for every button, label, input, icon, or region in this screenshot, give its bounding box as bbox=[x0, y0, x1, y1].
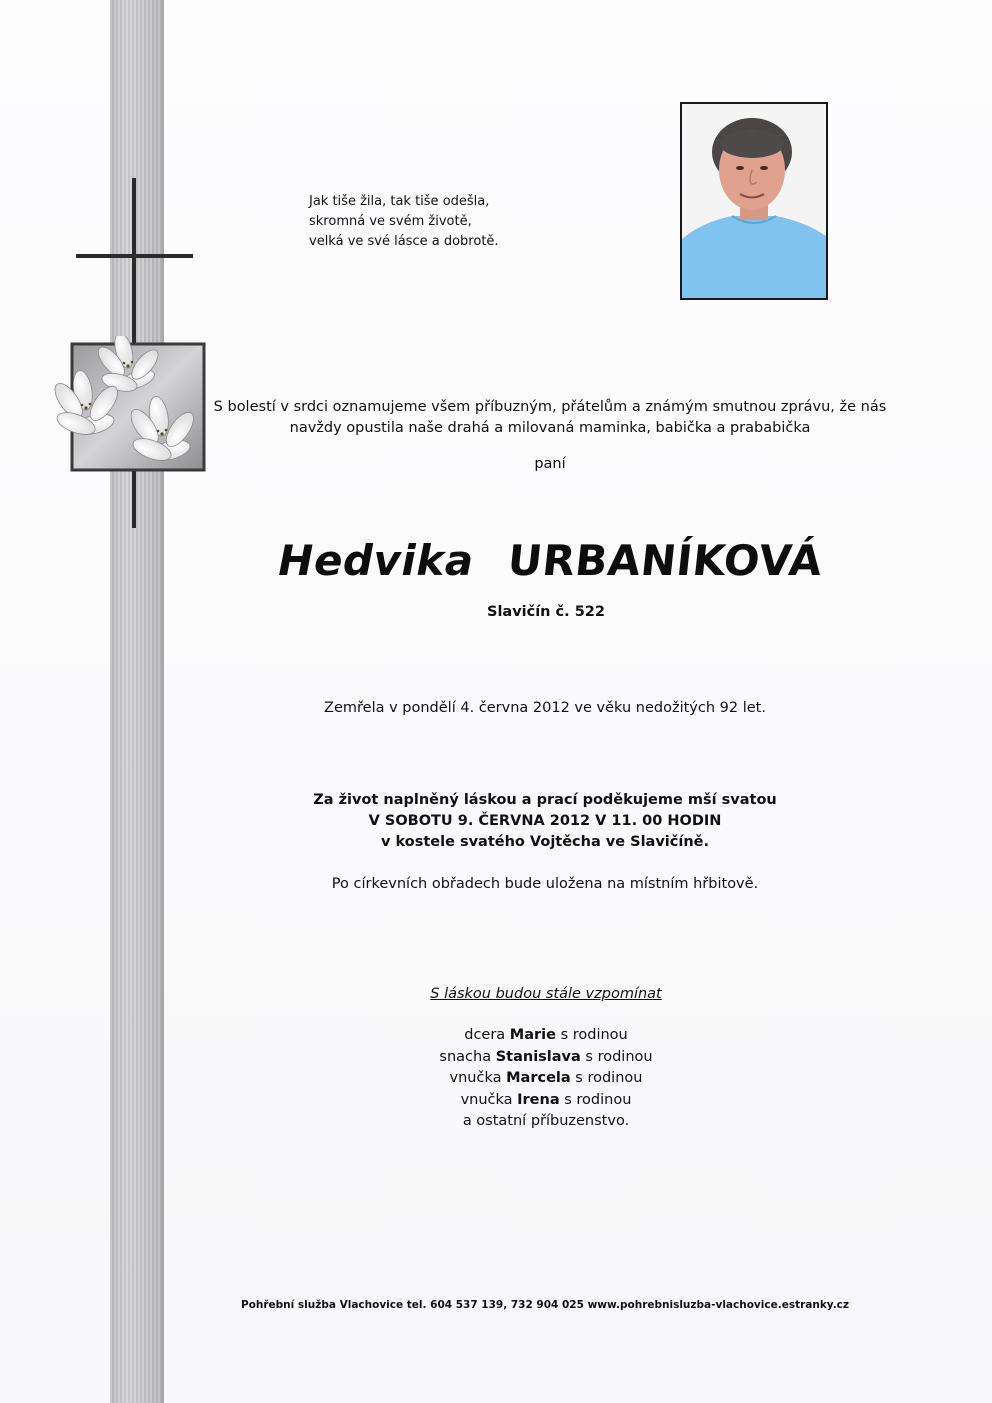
family-member-name: Marie bbox=[509, 1027, 556, 1043]
mass-info bbox=[230, 790, 860, 853]
poem-line: velká ve své lásce a dobrotě. bbox=[309, 234, 499, 249]
family-relation: vnučka bbox=[449, 1070, 502, 1086]
deceased-first-name: Hedvika bbox=[278, 536, 474, 585]
poem-line: skromná ve svém životě, bbox=[309, 214, 472, 229]
family-suffix: s rodinou bbox=[575, 1070, 643, 1086]
family-closing: a ostatní příbuzenstvo. bbox=[462, 1113, 630, 1129]
family-suffix: s rodinou bbox=[564, 1091, 632, 1108]
family-member-name: Irena bbox=[517, 1091, 560, 1108]
family-suffix: s rodinou bbox=[560, 1027, 628, 1043]
family-relation: snacha bbox=[439, 1048, 492, 1065]
deceased-name bbox=[200, 536, 900, 585]
cross-horizontal-bar bbox=[76, 254, 193, 258]
announcement-line: S bolestí v srdci oznamujeme všem příbuzným, přátelům a známým smutnou zprávu, že nás bbox=[213, 399, 887, 415]
family-member bbox=[386, 1090, 706, 1112]
portrait-illustration bbox=[682, 104, 826, 298]
portrait-photo bbox=[680, 102, 828, 300]
family-relation: vnučka bbox=[460, 1091, 513, 1108]
announcement-line: navždy opustila naše drahá a milovaná maminka, babička a prababička bbox=[289, 420, 811, 436]
deceased-last-name: URBANÍKOVÁ bbox=[504, 536, 825, 585]
death-info: Zemřela v pondělí 4. června 2012 ve věku nedožitých 92 let. bbox=[324, 700, 766, 716]
mass-line: Za život naplněný láskou a prací poděkujeme mší svatou bbox=[313, 792, 777, 808]
family-relation: dcera bbox=[464, 1027, 506, 1043]
mass-line: v kostele svatého Vojtěcha ve Slavičíně. bbox=[381, 834, 709, 850]
announcement bbox=[210, 397, 890, 439]
family-member-name: Marcela bbox=[506, 1070, 571, 1086]
mass-line: V SOBOTU 9. ČERVNA 2012 V 11. 00 HODIN bbox=[368, 813, 722, 829]
family-member bbox=[386, 1047, 706, 1069]
poem-line: Jak tiše žila, tak tiše odešla, bbox=[309, 194, 490, 209]
funeral-service-footer: Pohřební služba Vlachovice tel. 604 537 139, 732 904 025 www.pohrebnisluzba-vlachovice.estranky.cz bbox=[240, 1299, 850, 1311]
family-list bbox=[386, 1025, 706, 1133]
deceased-address: Slavičín č. 522 bbox=[487, 604, 605, 620]
burial-info: Po církevních obřadech bude uložena na místním hřbitově. bbox=[331, 876, 759, 892]
lily-flowers-icon bbox=[46, 336, 210, 476]
decorative-band bbox=[110, 0, 164, 1403]
family-member bbox=[386, 1068, 706, 1090]
remembrance-heading: S láskou budou stále vzpomínat bbox=[430, 986, 662, 1002]
poem bbox=[309, 192, 499, 252]
family-suffix: s rodinou bbox=[585, 1048, 653, 1065]
family-member-name: Stanislava bbox=[495, 1048, 581, 1065]
family-member bbox=[386, 1025, 706, 1047]
honorific: paní bbox=[534, 456, 566, 472]
